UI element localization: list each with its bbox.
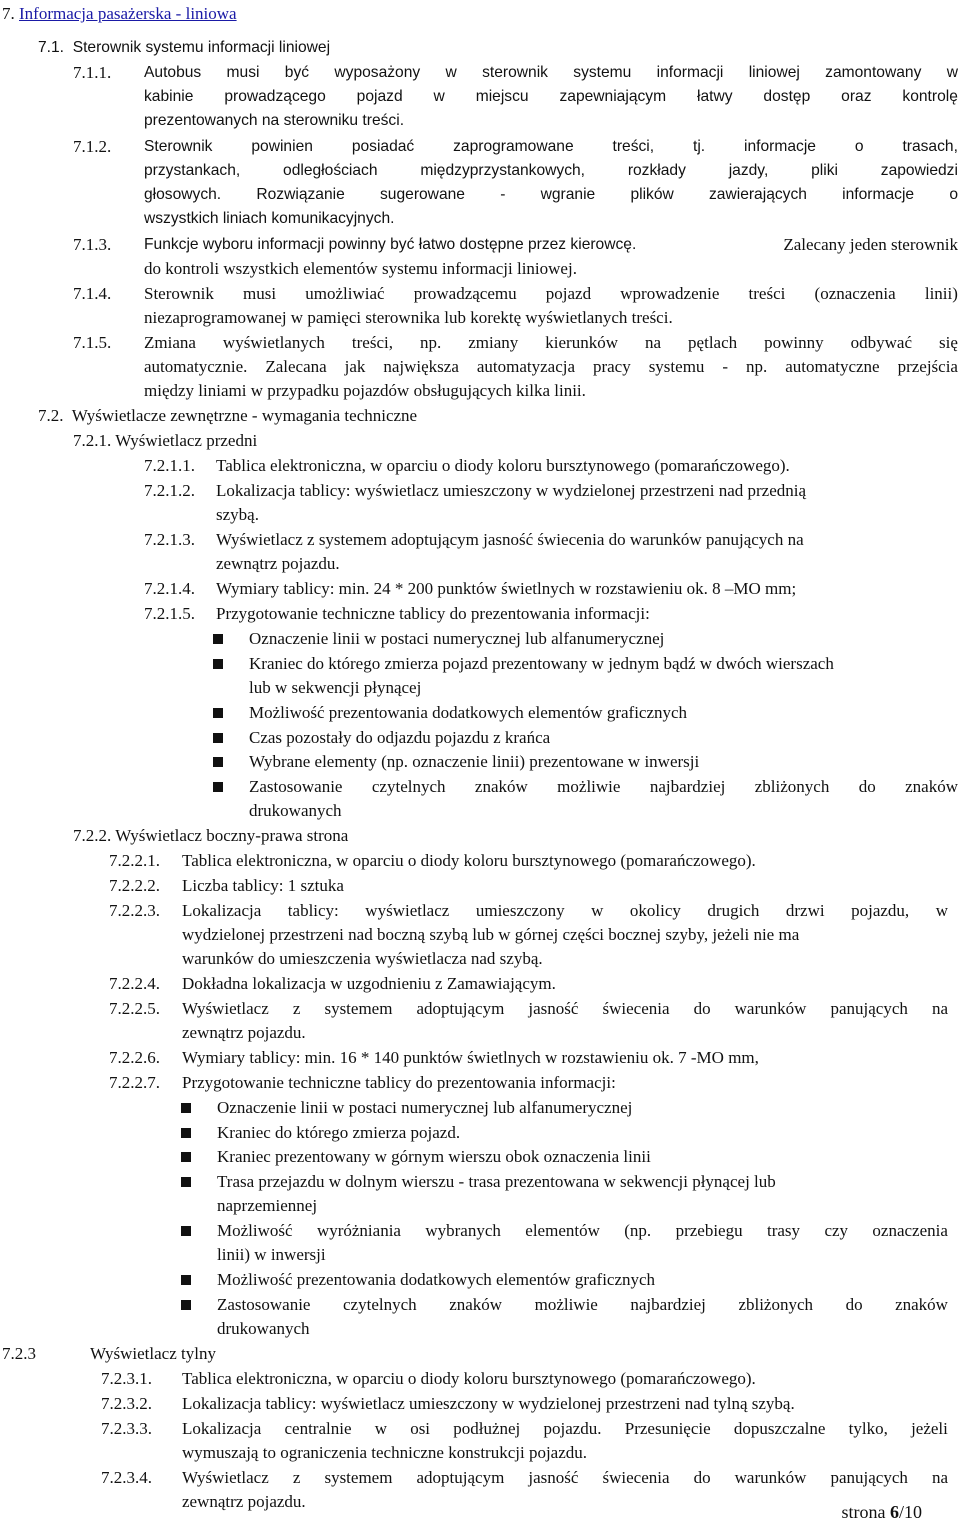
subsection-title: Sterownik systemu informacji liniowej xyxy=(72,39,331,56)
clause-7-1-1-line-1 xyxy=(144,61,958,86)
clause-text: Wymiary tablicy: min. 16 * 140 punktów świetlnych w rozstawieniu ok. 7 -MO mm, xyxy=(182,1048,759,1067)
subsection-7-2-2 xyxy=(73,824,348,849)
bullet-text: Kraniec prezentowany w górnym wierszu obok oznaczenia linii xyxy=(217,1147,651,1166)
clause-number: 7.1.1. xyxy=(73,63,112,82)
square-bullet-icon xyxy=(213,659,223,669)
clause-text: zewnątrz pojazdu. xyxy=(182,1023,306,1042)
clause-7-1-2-line-1 xyxy=(144,135,958,160)
word: panujących xyxy=(830,1468,908,1487)
clause-text: Funkcje wyboru informacji powinny być łatwo dostępne przez kierowcę. xyxy=(144,236,637,253)
section-heading xyxy=(2,2,237,27)
word: największa xyxy=(383,357,459,376)
word: oznaczenia xyxy=(872,1221,948,1240)
word: Zalecana xyxy=(265,357,327,376)
word: dostęp xyxy=(763,88,811,105)
heading-number: 7. xyxy=(2,4,15,23)
clause-text: Tablica elektroniczna, w oparciu o diody koloru bursztynowego (pomarańczowego). xyxy=(182,1369,756,1388)
clause-text xyxy=(182,899,948,924)
word: Możliwość xyxy=(217,1221,293,1240)
word: zapowiedzi xyxy=(880,162,958,179)
word: Wyświetlacz xyxy=(182,999,269,1018)
word: się xyxy=(939,333,958,352)
word: świecenia xyxy=(602,1468,670,1487)
square-bullet-icon xyxy=(181,1300,191,1310)
word: np. xyxy=(419,333,442,352)
page-number-prefix: strona xyxy=(841,1502,890,1522)
word: musi xyxy=(226,64,260,81)
word: systemu xyxy=(573,64,632,81)
clause-number: 7.2.3.1. xyxy=(101,1369,152,1388)
word: w xyxy=(433,88,445,105)
word: Zastosowanie xyxy=(249,777,343,796)
word: jazdy, xyxy=(728,162,769,179)
clause-text: Przygotowanie techniczne tablicy do prezentowania informacji: xyxy=(182,1073,616,1092)
clause-7-1-5-line-2 xyxy=(144,355,958,380)
word: powinny xyxy=(764,333,824,352)
bullet-text: Czas pozostały do odjazdu pojazdu z krańca xyxy=(249,728,551,747)
word: tablicy: xyxy=(287,901,339,920)
word: miejscu xyxy=(475,88,529,105)
word: do xyxy=(845,1295,863,1314)
subsection-number: 7.2.1. xyxy=(73,431,112,450)
word: zamontowany xyxy=(825,64,922,81)
clause-number: 7.2.3.2. xyxy=(101,1394,152,1413)
bullet-text: drukowanych xyxy=(217,1319,310,1338)
word: jasność xyxy=(528,1468,579,1487)
clause-number: 7.2.2.2. xyxy=(109,876,160,895)
clause-number: 7.2.1.2. xyxy=(144,481,195,500)
clause-number: 7.2.1.5. xyxy=(144,604,195,623)
word: dopuszczalne xyxy=(733,1419,826,1438)
clause-7-1-3-line-1 xyxy=(144,233,958,258)
clause-text xyxy=(182,1466,948,1491)
clause-number: 7.2.2.5. xyxy=(109,999,160,1018)
word: pojazd xyxy=(545,284,592,303)
word: tylko, xyxy=(848,1419,888,1438)
word: z xyxy=(292,999,301,1018)
word: elementów xyxy=(525,1221,600,1240)
word: (np. xyxy=(624,1221,652,1240)
word: wybranych xyxy=(425,1221,501,1240)
clause-text: szybą. xyxy=(216,505,259,524)
subsection-7-2-1 xyxy=(73,429,257,454)
word: systemem xyxy=(324,1468,393,1487)
clause-text: Tablica elektroniczna, w oparciu o diody koloru bursztynowego (pomarańczowego). xyxy=(182,851,756,870)
bullet-text: Możliwość prezentowania dodatkowych elementów graficznych xyxy=(217,1270,656,1289)
word: (oznaczenia xyxy=(814,284,896,303)
clause-text: Lokalizacja tablicy: wyświetlacz umieszczony w wydzielonej przestrzeni nad przednią xyxy=(216,481,807,500)
word: wyświetlacz xyxy=(365,901,450,920)
page-number xyxy=(841,1500,922,1525)
square-bullet-icon xyxy=(181,1177,191,1187)
word: zmiany xyxy=(468,333,519,352)
clause-text: wymuszają to ograniczenia techniczne konstrukcji pojazdu. xyxy=(182,1443,588,1462)
square-bullet-icon xyxy=(213,708,223,718)
bullet-text: linii) w inwersji xyxy=(217,1245,326,1264)
word: trasach, xyxy=(902,138,958,155)
clause-7-1-5-line-3: między liniami w przypadku pojazdów obsługujących kilka linii. xyxy=(144,381,586,400)
word: pojazdu, xyxy=(851,901,910,920)
bullet-text: drukowanych xyxy=(249,801,342,820)
clause-text: zewnątrz pojazdu. xyxy=(182,1492,306,1511)
word: pracy xyxy=(592,357,631,376)
word: treści xyxy=(748,284,786,303)
word: łatwy xyxy=(696,88,733,105)
word: sterownik xyxy=(482,64,548,81)
word: oraz xyxy=(841,88,872,105)
word: podłużnej xyxy=(453,1419,521,1438)
word: w xyxy=(935,901,948,920)
square-bullet-icon xyxy=(181,1152,191,1162)
word: zbliżonych xyxy=(754,777,830,796)
word: treści, xyxy=(612,138,655,155)
word: umożliwiać xyxy=(305,284,385,303)
word: jasność xyxy=(528,999,579,1018)
word: prowadzącego xyxy=(224,88,326,105)
word: na xyxy=(931,999,948,1018)
clause-text: Lokalizacja tablicy: wyświetlacz umieszczony w wydzielonej przestrzeni nad tylną szybą. xyxy=(182,1394,795,1413)
clause-7-1-1-line-3: prezentowanych na sterowniku treści. xyxy=(144,112,405,129)
word: na xyxy=(931,1468,948,1487)
clause-number: 7.1.3. xyxy=(73,235,112,254)
clause-text: Przygotowanie techniczne tablicy do prezentowania informacji: xyxy=(216,604,650,623)
word: przebiegu xyxy=(675,1221,743,1240)
clause-number: 7.1.2. xyxy=(73,137,112,156)
word: głosowych. xyxy=(144,186,222,203)
clause-text: wydzielonej przestrzeni nad boczną szybą lub w górnej części bocznej szyby, jeżeli nie ma xyxy=(182,925,800,944)
bullet-text: lub w sekwencji płynącej xyxy=(249,678,422,697)
word: liniowej xyxy=(748,64,800,81)
word: na xyxy=(645,333,662,352)
bullet-text: Trasa przejazdu w dolnym wierszu - trasa prezentowana w sekwencji płynącej lub xyxy=(217,1172,776,1191)
bullet-text xyxy=(217,1219,948,1244)
word: okolicy xyxy=(629,901,681,920)
word: do xyxy=(693,999,711,1018)
heading-link[interactable]: Informacja pasażerska - liniowa xyxy=(19,4,237,23)
word: pojazd xyxy=(356,88,403,105)
word: Zastosowanie xyxy=(217,1295,311,1314)
word: odbywać xyxy=(850,333,913,352)
clause-7-1-2-line-2 xyxy=(144,159,958,184)
word: posiadać xyxy=(351,138,415,155)
clause-number: 7.2.3.3. xyxy=(101,1419,152,1438)
word: treści, xyxy=(351,333,393,352)
word: kontrolę xyxy=(902,88,958,105)
subsection-7-2 xyxy=(38,404,417,429)
bullet-text: naprzemiennej xyxy=(217,1196,318,1215)
square-bullet-icon xyxy=(213,733,223,743)
word: kierunków xyxy=(545,333,618,352)
word: zapewniającym xyxy=(559,88,667,105)
word: automatycznie. xyxy=(144,357,248,376)
square-bullet-icon xyxy=(181,1226,191,1236)
word: najbardziej xyxy=(630,1295,706,1314)
word: czy xyxy=(824,1221,849,1240)
clause-text: Zalecany jeden sterownik xyxy=(783,235,958,254)
word: trasy xyxy=(767,1221,801,1240)
word: prowadzącemu xyxy=(413,284,517,303)
word: najbardziej xyxy=(649,777,726,796)
clause-number: 7.2.1.4. xyxy=(144,579,195,598)
clause-7-1-1-line-2 xyxy=(144,85,958,110)
word: Rozwiązanie xyxy=(256,186,345,203)
clause-7-1-3-line-2: do kontroli wszystkich elementów systemu informacji liniowej. xyxy=(144,259,577,278)
bullet-text: Możliwość prezentowania dodatkowych elementów graficznych xyxy=(249,703,688,722)
word: do xyxy=(693,1468,711,1487)
word: informacje xyxy=(842,186,915,203)
word: znaków xyxy=(905,777,958,796)
clause-7-1-2-line-3 xyxy=(144,183,958,208)
word: pętlach xyxy=(688,333,738,352)
clause-number: 7.1.5. xyxy=(73,333,112,352)
word: musi xyxy=(243,284,277,303)
word: Zmiana xyxy=(144,333,196,352)
word: możliwie xyxy=(534,1295,598,1314)
word: Sterownik xyxy=(144,138,213,155)
clause-text: warunków do umieszczenia wyświetlacza nad szybą. xyxy=(182,949,543,968)
word: tj. xyxy=(693,138,706,155)
word: międzyprzystankowych, xyxy=(420,162,585,179)
word: przystankach, xyxy=(144,162,241,179)
word: odległościach xyxy=(283,162,378,179)
word: pojazdu. xyxy=(543,1419,602,1438)
word: umieszczony xyxy=(475,901,565,920)
square-bullet-icon xyxy=(213,634,223,644)
word: Wyświetlacz xyxy=(182,1468,269,1487)
word: o xyxy=(949,186,958,203)
word: warunków xyxy=(734,999,807,1018)
clause-number: 7.1.4. xyxy=(73,284,112,303)
word: jak xyxy=(344,357,366,376)
word: osi xyxy=(410,1419,431,1438)
square-bullet-icon xyxy=(213,782,223,792)
clause-text: Tablica elektroniczna, w oparciu o diody koloru bursztynowego (pomarańczowego). xyxy=(216,456,790,475)
word: powinien xyxy=(251,138,313,155)
bullet-text: Oznaczenie linii w postaci numerycznej lub alfanumerycznej xyxy=(217,1098,633,1117)
word: wprowadzenie xyxy=(620,284,720,303)
square-bullet-icon xyxy=(213,757,223,767)
square-bullet-icon xyxy=(181,1128,191,1138)
clause-number: 7.2.1.3. xyxy=(144,530,195,549)
subsection-title: Wyświetlacz tylny xyxy=(90,1344,216,1363)
word: informacje xyxy=(744,138,816,155)
word: przejścia xyxy=(897,357,958,376)
word: zaprogramowane xyxy=(453,138,574,155)
word: automatyzacja xyxy=(476,357,576,376)
word: wyposażony xyxy=(334,64,421,81)
clause-number: 7.2.2.4. xyxy=(109,974,160,993)
clause-text xyxy=(182,997,948,1022)
word: znaków xyxy=(474,777,528,796)
subsection-number: 7.2.3 xyxy=(2,1344,36,1363)
bullet-text: Wybrane elementy (np. oznaczenie linii) prezentowane w inwersji xyxy=(249,752,700,771)
word: Sterownik xyxy=(144,284,214,303)
word: panujących xyxy=(830,999,908,1018)
word: sugerowane xyxy=(380,186,465,203)
word: - xyxy=(500,186,506,203)
word: znaków xyxy=(449,1295,503,1314)
word: w xyxy=(591,901,604,920)
word: kabinie xyxy=(144,88,194,105)
word: jeżeli xyxy=(911,1419,948,1438)
word: w xyxy=(445,64,457,81)
clause-text: zewnątrz pojazdu. xyxy=(216,554,340,573)
clause-text: Liczba tablicy: 1 sztuka xyxy=(182,876,344,895)
clause-text: Wyświetlacz z systemem adoptującym jasność świecenia do warunków panujących na xyxy=(216,530,804,549)
bullet-text: Oznaczenie linii w postaci numerycznej lub alfanumerycznej xyxy=(249,629,665,648)
word: Lokalizacja xyxy=(182,1419,262,1438)
word: w xyxy=(374,1419,387,1438)
word: drugich xyxy=(707,901,760,920)
word: Przesunięcie xyxy=(624,1419,711,1438)
word: automatyczne xyxy=(785,357,880,376)
word: być xyxy=(284,64,310,81)
word: wyświetlanych xyxy=(222,333,325,352)
word: systemu xyxy=(648,357,705,376)
word: plików xyxy=(630,186,674,203)
word: zawierających xyxy=(709,186,807,203)
word: wyróżniania xyxy=(316,1221,401,1240)
word: pliki xyxy=(811,162,838,179)
word: systemem xyxy=(324,999,393,1018)
clause-text xyxy=(182,1417,948,1442)
word: zbliżonych xyxy=(738,1295,814,1314)
subsection-number: 7.2.2. xyxy=(73,826,112,845)
word: adoptującym xyxy=(416,1468,505,1487)
bullet-text xyxy=(217,1293,948,1318)
square-bullet-icon xyxy=(181,1103,191,1113)
word: o xyxy=(854,138,864,155)
clause-number: 7.2.2.7. xyxy=(109,1073,160,1092)
subsection-7-1 xyxy=(38,36,330,61)
word: Autobus xyxy=(144,64,202,81)
word: warunków xyxy=(734,1468,807,1487)
word: z xyxy=(292,1468,301,1487)
word: wgranie xyxy=(540,186,596,203)
word: znaków xyxy=(895,1295,948,1314)
word: drzwi xyxy=(785,901,825,920)
bullet-text: Kraniec do którego zmierza pojazd prezentowany w jednym bądź w dwóch wierszach xyxy=(249,654,834,673)
word: adoptującym xyxy=(416,999,505,1018)
subsection-number: 7.2. xyxy=(38,406,64,425)
subsection-number: 7.1. xyxy=(38,39,65,56)
clause-number: 7.2.1.1. xyxy=(144,456,195,475)
clause-7-1-4-line-2: niezaprogramowanej w pamięci sterownika lub korektę wyświetlanych treści. xyxy=(144,308,673,327)
word: świecenia xyxy=(602,999,670,1018)
clause-7-1-5-line-1 xyxy=(144,331,958,356)
word: czytelnych xyxy=(371,777,446,796)
word: czytelnych xyxy=(343,1295,417,1314)
word: rozkłady xyxy=(627,162,686,179)
clause-text: Wymiary tablicy: min. 24 * 200 punktów świetlnych w rozstawieniu ok. 8 –MO mm; xyxy=(216,579,797,598)
clause-7-1-2-line-4: wszystkich liniach komunikacyjnych. xyxy=(144,210,395,227)
word: w xyxy=(946,64,958,81)
word: linii) xyxy=(924,284,958,303)
word: Lokalizacja xyxy=(182,901,262,920)
bullet-text xyxy=(249,775,958,800)
clause-7-1-4-line-1 xyxy=(144,282,958,307)
subsection-title: Wyświetlacz przedni xyxy=(115,431,258,450)
subsection-title: Wyświetlacz boczny-prawa strona xyxy=(115,826,349,845)
word: informacji xyxy=(656,64,724,81)
clause-number: 7.2.2.1. xyxy=(109,851,160,870)
square-bullet-icon xyxy=(181,1275,191,1285)
subsection-title: Wyświetlacze zewnętrzne - wymagania techniczne xyxy=(71,406,418,425)
word: np. xyxy=(746,357,768,376)
bullet-text: Kraniec do którego zmierza pojazd. xyxy=(217,1123,461,1142)
page-number-current: 6 xyxy=(889,1502,899,1522)
clause-number: 7.2.3.4. xyxy=(101,1468,152,1487)
clause-number: 7.2.2.3. xyxy=(109,901,160,920)
word: możliwie xyxy=(557,777,621,796)
clause-number: 7.2.2.6. xyxy=(109,1048,160,1067)
word: centralnie xyxy=(284,1419,352,1438)
word: do xyxy=(858,777,876,796)
clause-text: Dokładna lokalizacja w uzgodnieniu z Zamawiającym. xyxy=(182,974,556,993)
word: - xyxy=(722,357,729,376)
page-number-total: /10 xyxy=(898,1502,922,1522)
